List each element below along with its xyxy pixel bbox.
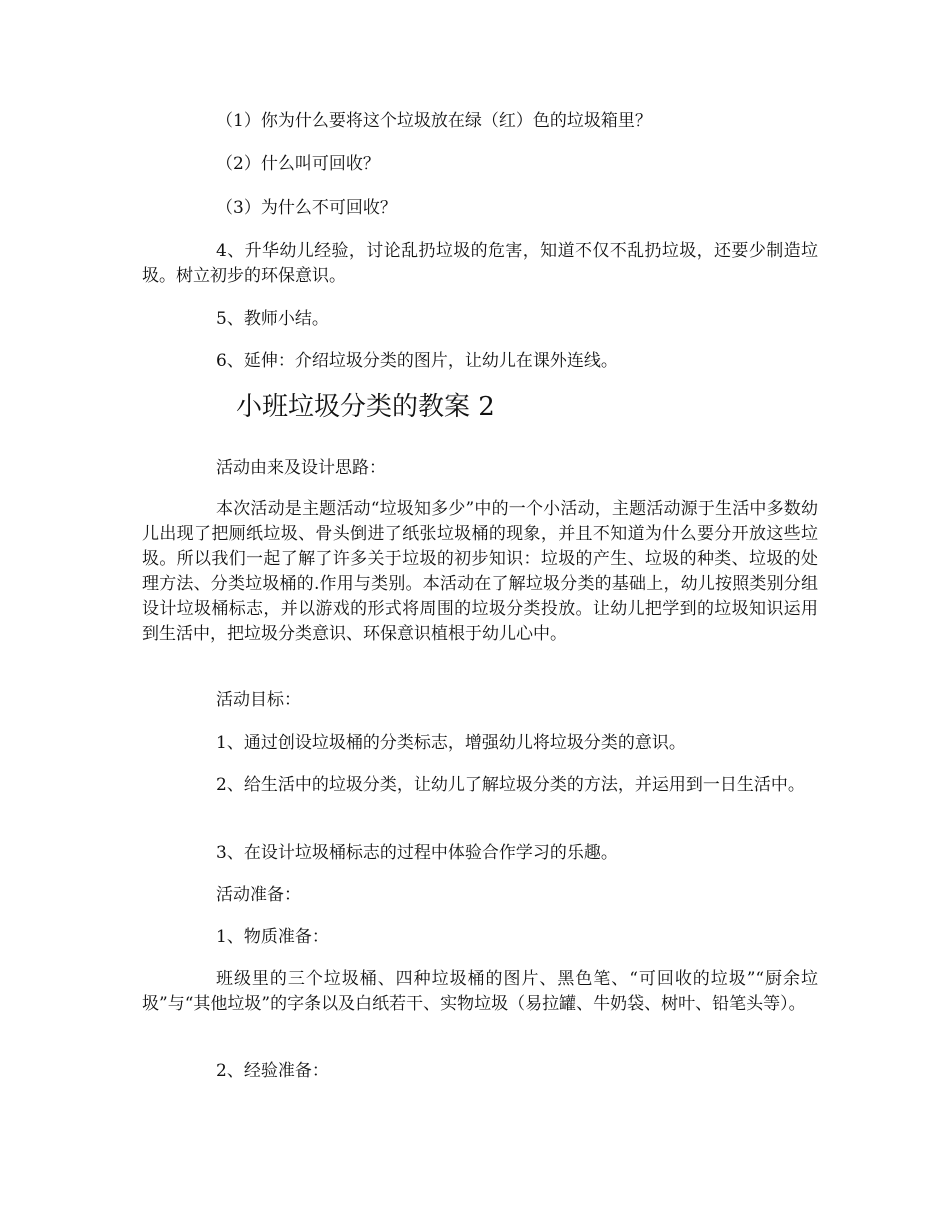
prep-1-body: 班级里的三个垃圾桶、四种垃圾桶的图片、黑色笔、“可回收的垃圾”“厨余垃圾”与“其他垃圾”的字条以及白纸若干、实物垃圾（易拉罐、牛奶袋、树叶、铅笔头等）。 <box>142 969 818 1014</box>
step-4-paragraph: 4、升华幼儿经验，讨论乱扔垃圾的危害，知道不仅不乱扔垃圾，还要少制造垃圾。树立初步的环保意识。 <box>142 241 818 286</box>
question-3: （3）为什么不可回收？ <box>216 198 397 218</box>
origin-title: 活动由来及设计思路： <box>216 458 386 478</box>
step-5-paragraph: 5、教师小结。 <box>216 309 329 329</box>
question-2: （2）什么叫可回收？ <box>216 154 380 174</box>
prep-title: 活动准备： <box>216 885 301 905</box>
goal-2: 2、给生活中的垃圾分类，让幼儿了解垃圾分类的方法，并运用到一日生活中。 <box>216 775 805 795</box>
goal-3: 3、在设计垃圾桶标志的过程中体验合作学习的乐趣。 <box>216 843 618 863</box>
prep-2-title: 2、经验准备： <box>216 1061 329 1081</box>
goal-1: 1、通过创设垃圾桶的分类标志，增强幼儿将垃圾分类的意识。 <box>216 733 686 753</box>
step-6-paragraph: 6、延伸：介绍垃圾分类的图片，让幼儿在课外连线。 <box>216 351 618 371</box>
section-heading: 小班垃圾分类的教案 2 <box>236 392 495 422</box>
goals-title: 活动目标： <box>216 690 301 710</box>
question-1: （1）你为什么要将这个垃圾放在绿（红）色的垃圾箱里？ <box>216 111 652 131</box>
origin-body: 本次活动是主题活动“垃圾知多少”中的一个小活动，主题活动源于生活中多数幼儿出现了把厕纸垃圾、骨头倒进了纸张垃圾桶的现象，并且不知道为什么要分开放这些垃圾。所以我们一起了解了许多关于垃圾的初步知识：垃圾的产生、垃圾的种类、垃圾的处理方法、分类垃圾桶的.作用与类别。本活动在了解垃圾分类的基础上，幼儿按照类别分组设计垃圾桶标志，并以游戏的形式将周围的垃圾分类投放。让幼儿把学到的垃圾知识运用到生活中，把垃圾分类意识、环保意识植根于幼儿心中。 <box>142 499 818 644</box>
prep-1-title: 1、物质准备： <box>216 927 329 947</box>
